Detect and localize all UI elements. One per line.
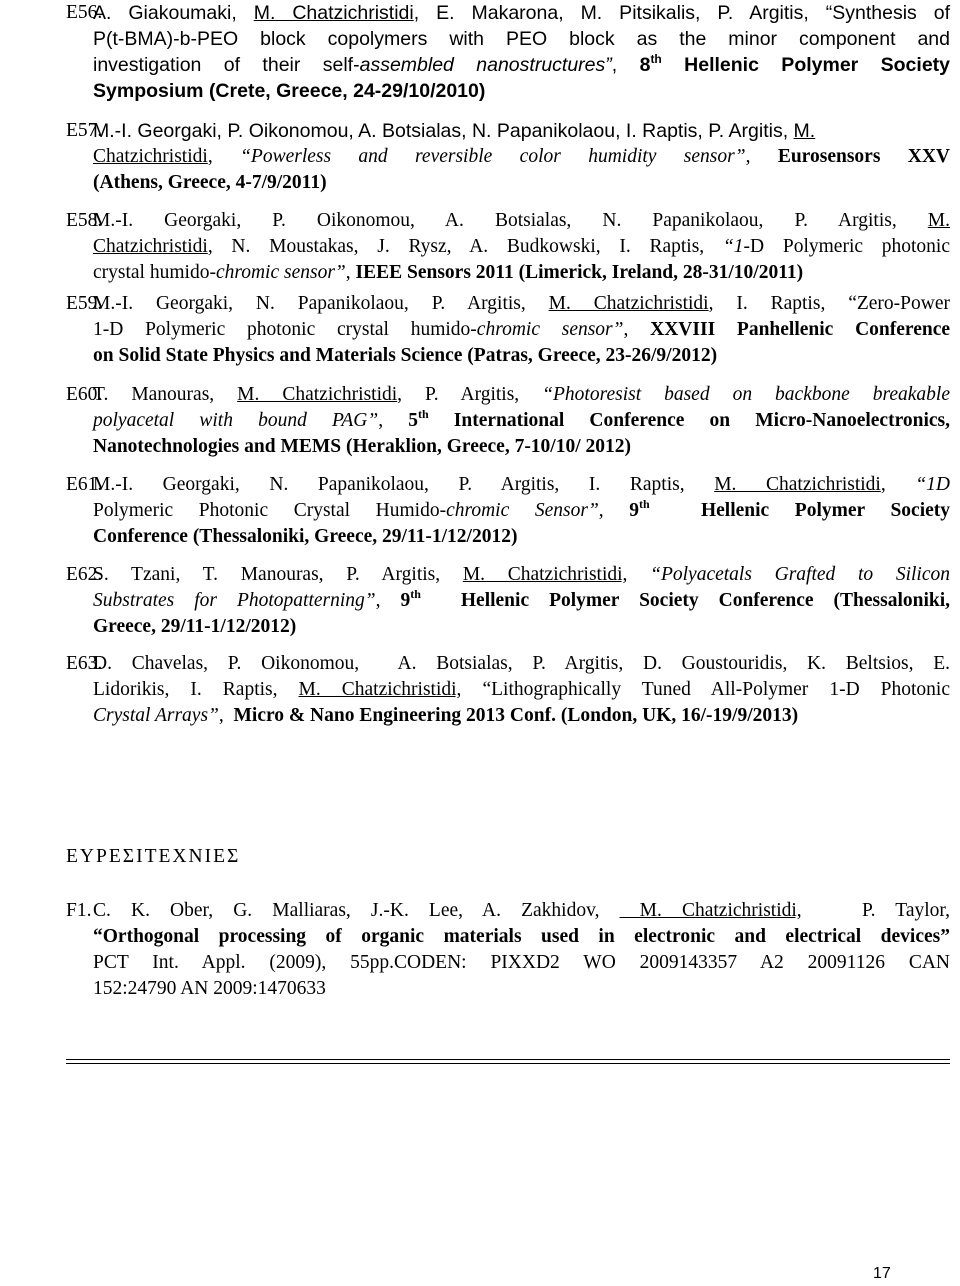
entry-line: D. Chavelas, P. Oikonomou, A. Botsialas, P. Argitis, D. Goustouridis, K. Beltsios, E.	[93, 653, 950, 674]
entry-line: Conference (Thessaloniki, Greece, 29/11-1/12/2012)	[93, 526, 518, 547]
entry-line: Substrates for Photopatterning”, 9th Hellenic Polymer Society Conference (Thessaloniki,	[93, 586, 951, 611]
patent-line: 152:24790 AN 2009:1470633	[93, 978, 326, 999]
entry-line: Symposium (Crete, Greece, 24-29/10/2010)	[93, 80, 486, 102]
entry-number: E62.	[66, 564, 103, 585]
entry-E59	[66, 291, 951, 366]
entry-body	[93, 208, 950, 286]
entry-number: E60.	[66, 384, 103, 405]
entry-number: E63.	[66, 653, 103, 674]
entry-E62	[66, 562, 951, 637]
entry-E58	[66, 208, 950, 283]
entry-number: E56.	[66, 2, 103, 23]
entry-line: polyacetal with bound PAG”, 5th International Conference on Micro-Nanoelectronics,	[93, 406, 951, 431]
patent-line: PCT Int. Appl. (2009), 55pp.CODEN: PIXXD2 WO 2009143357 A2 20091126 CAN	[93, 952, 950, 973]
entry-line: Polymeric Photonic Crystal Humido-chromic Sensor”, 9th Hellenic Polymer Society	[93, 496, 951, 521]
patent-F1	[66, 898, 951, 999]
entry-body	[93, 472, 950, 550]
entry-line: investigation of their self-assembled nanostructures”, 8th Hellenic Polymer Society	[93, 51, 951, 76]
entry-line: Greece, 29/11-1/12/2012)	[93, 616, 297, 637]
entry-number: E57.	[66, 120, 103, 141]
entry-line: M.-I. Georgaki, N. Papanikolaou, P. Argitis, M. Chatzichristidi, I. Raptis, “Zero-Power	[93, 293, 950, 314]
entry-line: M.-I. Georgaki, P. Oikonomou, A. Botsialas, N. Papanikolaou, P. Argitis, M.	[93, 210, 950, 231]
entry-E60	[66, 382, 951, 457]
entry-line: (Athens, Greece, 4-7/9/2011)	[93, 172, 327, 193]
entry-number: E58.	[66, 210, 103, 231]
footer-rule	[66, 1063, 950, 1064]
entry-line: T. Manouras, M. Chatzichristidi, P. Argitis, “Photoresist based on backbone breakable	[93, 384, 950, 405]
entry-E63	[66, 651, 951, 726]
entry-line: M.-I. Georgaki, P. Oikonomou, A. Botsialas, N. Papanikolaou, I. Raptis, P. Argitis, M.	[93, 120, 816, 142]
entry-line: Lidorikis, I. Raptis, M. Chatzichristidi, “Lithographically Tuned All-Polymer 1-D Photonic	[93, 679, 951, 700]
patent-body	[93, 898, 950, 1002]
entry-line: M.-I. Georgaki, N. Papanikolaou, P. Argitis, I. Raptis, M. Chatzichristidi, “1D	[93, 474, 951, 495]
entry-line: 1-D Polymeric photonic crystal humido-chromic sensor”, XXVIII Panhellenic Conference	[93, 319, 951, 340]
entry-body	[93, 0, 950, 104]
section-title: ΕΥΡΕΣΙΤΕΧΝΙΕΣ	[66, 846, 241, 867]
entry-body	[93, 562, 950, 640]
patent-number: F1.	[66, 900, 92, 921]
patent-line: “Orthogonal processing of organic materials used in electronic and electrical devices”	[93, 926, 950, 947]
entry-number: E59.	[66, 293, 103, 314]
entry-line: P(t-BMA)-b-PEO block copolymers with PEO block as the minor component and	[93, 28, 950, 50]
entry-body	[93, 291, 950, 369]
footer-rule	[66, 1059, 950, 1060]
entry-E61	[66, 472, 951, 547]
entry-line: Chatzichristidi, N. Moustakas, J. Rysz, A. Budkowski, I. Raptis, “1-D Polymeric photonic	[93, 236, 950, 257]
entry-body	[93, 118, 950, 196]
patent-line: C. K. Ober, G. Malliaras, J.-K. Lee, A. Zakhidov, M. Chatzichristidi, P. Taylor,	[93, 900, 951, 921]
entry-E57	[66, 118, 951, 193]
entry-body	[93, 382, 950, 460]
entry-line: crystal humido-chromic sensor”, IEEE Sensors 2011 (Limerick, Ireland, 28-31/10/2011)	[93, 262, 804, 283]
entry-body	[93, 651, 950, 729]
entry-line: A. Giakoumaki, M. Chatzichristidi, E. Makarona, M. Pitsikalis, P. Argitis, “Synthesis of	[93, 2, 951, 24]
entry-E56	[66, 0, 951, 102]
entry-line: Crystal Arrays”, Micro & Nano Engineering 2013 Conf. (London, UK, 16/-19/9/2013)	[93, 705, 799, 726]
entry-line: on Solid State Physics and Materials Science (Patras, Greece, 23-26/9/2012)	[93, 345, 718, 366]
entry-line: Chatzichristidi, “Powerless and reversible color humidity sensor”, Eurosensors XXV	[93, 146, 951, 167]
entry-line: Nanotechnologies and MEMS (Heraklion, Greece, 7-10/10/ 2012)	[93, 436, 632, 457]
entry-line: S. Tzani, T. Manouras, P. Argitis, M. Chatzichristidi, “Polyacetals Grafted to Silicon	[93, 564, 950, 585]
page-number: 17	[873, 1265, 891, 1282]
entry-number: E61.	[66, 474, 103, 495]
